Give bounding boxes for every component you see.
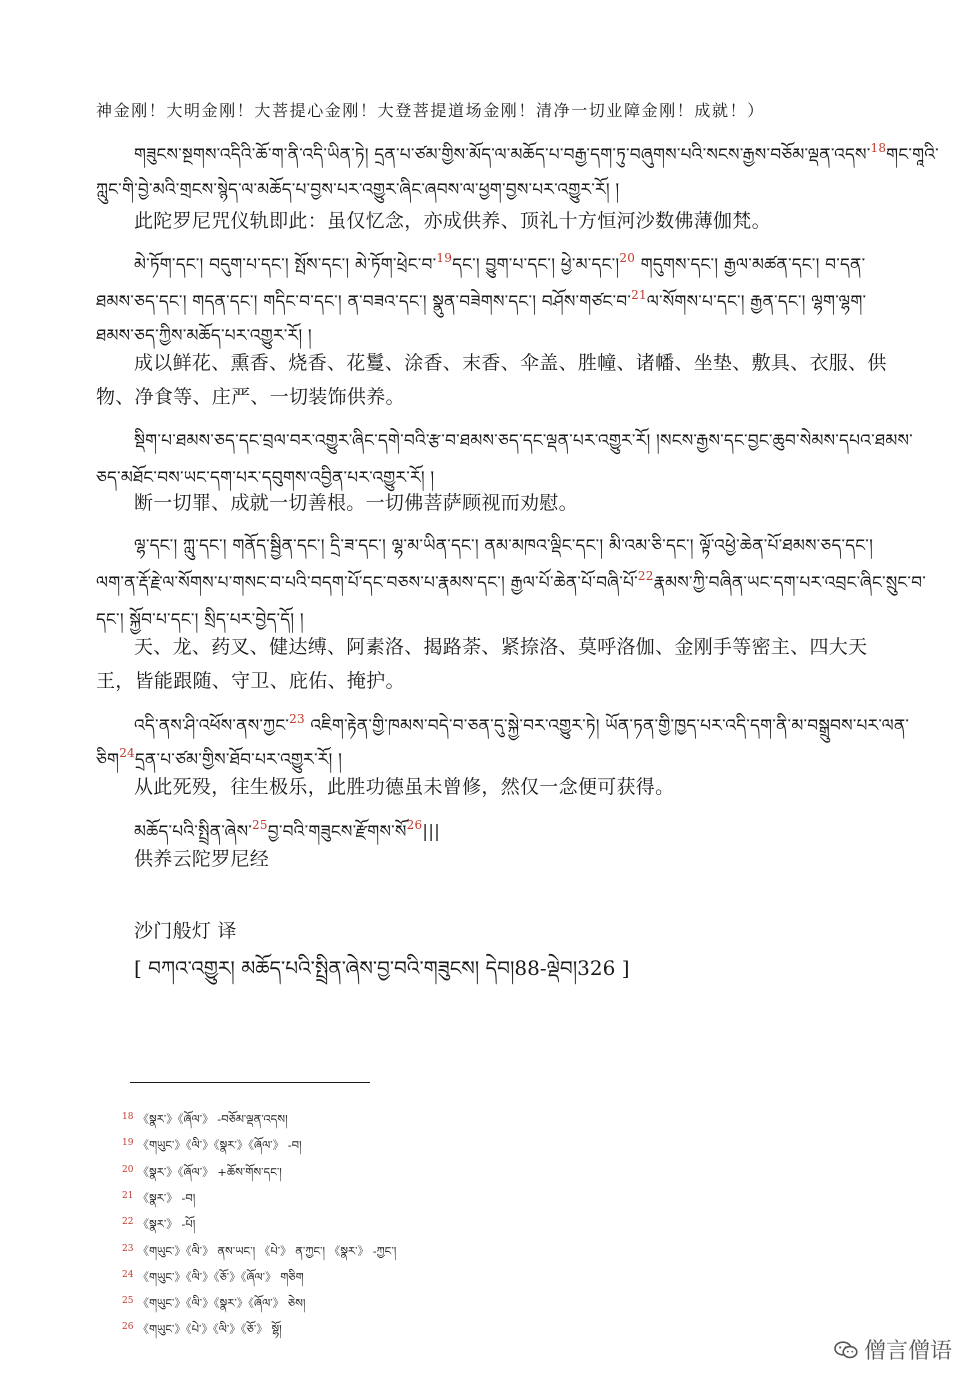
watermark [834,1334,952,1365]
sutra-title: 供养云陀罗尼经 [134,848,270,870]
source-reference: [ བཀའ་འགྱུར། མཆོད་པའི་སྤྲིན་ཞེས་བྱ་བའི་གཟུངས། དེབ།88-ལྡེབ།326 ] [134,956,630,980]
footnote-item [122,1316,282,1349]
tibetan-line: ཅད་མཐོང་བས་ཡང་དག་པར་དབུགས་འབྱིན་པར་འགྱུར་རོ། ། [96,468,435,488]
chinese-heading-line: 神金刚！大明金刚！大菩提心金刚！大登菩提道场金刚！清净一切业障金刚！成就！） [96,101,765,120]
chinese-line: 从此死殁，往生极乐，此胜功德虽未曾修，然仅一念便可获得。 [134,776,675,798]
wechat-icon [834,1341,858,1359]
watermark-label: 僧言僧语 [863,1339,952,1364]
footnote-text: 《གཡུང་》《ལི་》《ཅོ་》《ཞོལ་》 གཅིག [137,1269,304,1284]
tibetan-text: གཟུངས་སྔགས་འདིའི་ཆོ་ག་ནི་འདི་ཡིན་ཏེ། དྲན་པ་ཙམ་གྱིས་མོད་ལ་མཆོད་པ་བརྒྱ་དག་ཏུ་བཞུགས་པའི་སངས་རྒྱས་བཅོམ་ལྡན་འདས་ [134,145,871,165]
chinese-line: 天、龙、药叉、健达缚、阿素洛、揭路荼、紧捺洛、莫呼洛伽、金刚手等密主、四大天 [134,636,868,658]
footnote-marker[interactable]: 19 [436,251,453,265]
footnote-marker[interactable]: 20 [619,251,636,265]
chinese-line: 成以鲜花、熏香、烧香、花鬘、涂香、末香、伞盖、胜幢、诸幡、坐垫、敷具、衣服、供 [134,352,887,374]
tibetan-text: རྣམས་ཀྱི་བཞིན་ཡང་དག་པར་འབྲང་ཞིང་སྲུང་བ་ [653,573,927,593]
footnote-marker[interactable]: 22 [637,569,654,583]
footnote-marker[interactable]: 24 [119,746,135,760]
footnote-number: 26 [122,1322,134,1333]
tibetan-text: ||| [422,822,441,842]
footnote-number: 20 [122,1164,134,1175]
footnote-text: 《གཡུང་》《ལི་》 ནས་ཡང་། 《པེ་》 ན་ཀྱང་། 《སྣར་》 -ཀྱང་། [137,1243,397,1258]
tibetan-text: གདུགས་དང་། རྒྱལ་མཚན་དང་། བ་དན་ [635,255,866,275]
footnote-text: 《གཡུང་》《ལི་》《སྣར་》《ཞོལ་》 -བ། [137,1138,302,1153]
footnote-marker[interactable]: 18 [870,141,887,155]
tibetan-text: གང་གཱའི་ [886,145,939,165]
footnote-text: 《གཡུང་》《ལི་》《སྣར་》《ཞོལ་》 ཅེས། [137,1296,306,1311]
tibetan-line: དང་། སྐྱོབ་པ་དང་། སྲིད་པར་བྱེད་དོ། ། [96,610,304,630]
tibetan-line: ལྷ་དང་། ཀླུ་དང་། གནོད་སྦྱིན་དང་། དྲི་ཟ་དང་། ལྷ་མ་ཡིན་དང་། ནམ་མཁའ་ལྡིང་དང་། མི་འམ་ཅི་དང་། ལྟོ་འཕྱེ་ཆེན་པོ་ཐམས་ཅད་དང་། [134,536,874,556]
tibetan-text: མཆོད་པའི་སྤྲིན་ཞེས་ [134,822,253,842]
footnote-marker[interactable]: 21 [631,288,647,302]
tibetan-text: ཅིག [96,750,120,770]
chinese-line: 断一切罪、成就一切善根。一切佛菩萨顾视而劝慰。 [134,492,578,514]
footnote-text: 《སྣར་》《ཞོལ་》 +ཆོས་གོས་དང་། [137,1164,282,1179]
footnote-number: 21 [122,1190,134,1201]
footnote-number: 25 [122,1296,134,1307]
tibetan-line: སྡིག་པ་ཐམས་ཅད་དང་བྲལ་བར་འགྱུར་ཞིང་དགེ་བའི་རྩ་བ་ཐམས་ཅད་དང་ལྡན་པར་འགྱུར་རོ། །སངས་རྒྱས་དང་བྱང་ཆུབ་སེམས་དཔའ་ཐམས་ [134,431,913,451]
chinese-line: 王，皆能跟随、守卫、庇佑、掩护。 [96,670,405,692]
footnote-number: 22 [122,1217,134,1228]
tibetan-text: དྲན་པ་ཙམ་གྱིས་ཐོབ་པར་འགྱུར་རོ། ། [134,750,343,770]
tibetan-text: ལ་སོགས་པ་དང་། རྒྱན་དང་། ལྷག་ལྷག་ [646,292,867,312]
footnote-number: 23 [122,1243,134,1254]
tibetan-text: འདི་ནས་ཤི་འཕོས་ནས་ཀྱང་ [134,716,290,736]
tibetan-text: འཇིག་རྟེན་གྱི་ཁམས་བདེ་བ་ཅན་དུ་སྐྱེ་བར་འགྱུར་ཏེ། ཡོན་ཏན་གྱི་ཁྱད་པར་འདི་དག་ནི་མ་བསྒྲུབས་པར་ལན་ [304,716,910,736]
tibetan-text: ལག་ན་རྡོ་རྗེ་ལ་སོགས་པ་གསང་བ་པའི་བདག་པོ་དང་བཅས་པ་རྣམས་དང་། རྒྱལ་པོ་ཆེན་པོ་བཞི་པོ་ [96,573,638,593]
footnote-marker[interactable]: 26 [406,818,423,832]
tibetan-text: མེ་ཏོག་དང་། བདུག་པ་དང་། སྤོས་དང་། མེ་ཏོག་ཕྲེང་བ་ [134,255,437,275]
tibetan-text: དང་། བྱུག་པ་དང་། ཕྱེ་མ་དང་། [452,255,620,275]
footnote-text: 《སྣར་》《ཞོལ་》 -བཅོམ་ལྡན་འདས། [137,1112,288,1126]
tibetan-line: ཐམས་ཅད་ཀྱིས་མཆོད་པར་འགྱུར་རོ། ། [96,326,312,346]
chinese-line: 此陀罗尼咒仪轨即此：虽仅忆念，亦成供养、顶礼十方恒河沙数佛薄伽梵。 [134,210,771,232]
chinese-line: 物、净食等、庄严、一切装饰供养。 [96,386,405,408]
translator-credit: 沙门般灯 译 [134,920,237,942]
footnote-number: 18 [122,1112,134,1122]
footnote-text: 《གཡུང་》《པེ་》《ལི་》《ཅོ་》 སྷོ། [137,1322,282,1337]
footnote-divider [130,1082,370,1083]
tibetan-text: ཐམས་ཅད་དང་། གདན་དང་། གདིང་བ་དང་། ན་བཟའ་དང་། སྣུན་བཟེགས་དང་། བཤོས་གཙང་བ་ [96,292,632,312]
tibetan-line: ཀླུང་གི་བྱེ་མའི་གྲངས་སྙེད་ལ་མཆོད་པ་བྱས་པར་འགྱུར་ཞིང་ཞབས་ལ་ཕྱག་བྱས་པར་འགྱུར་རོ། ། [96,180,620,200]
footnote-text: 《སྣར་》 -པོ། [137,1217,196,1232]
footnote-marker[interactable]: 25 [252,818,268,832]
footnote-number: 19 [122,1138,134,1149]
footnote-text: 《སྣར་》 -བ། [137,1190,196,1205]
footnote-number: 24 [122,1269,134,1280]
footnote-marker[interactable]: 23 [289,712,305,726]
tibetan-text: བྱ་བའི་གཟུངས་རྫོགས་སོ [267,822,407,842]
